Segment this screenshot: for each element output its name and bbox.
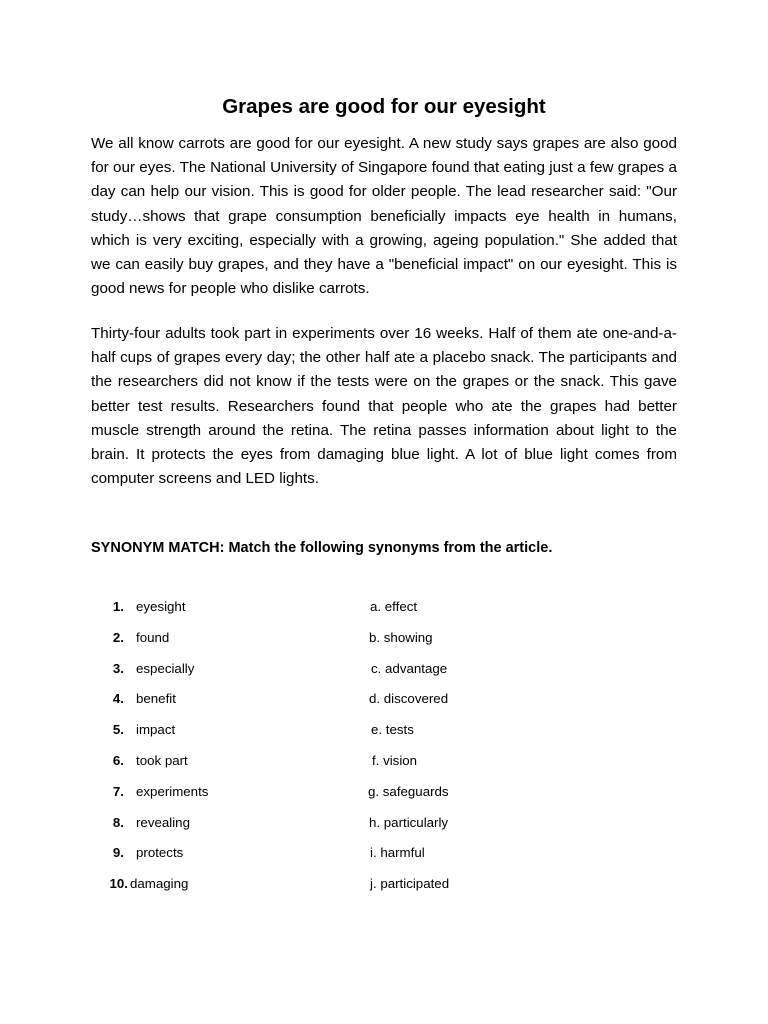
list-item xyxy=(0,874,768,905)
item-word: damaging xyxy=(130,876,189,892)
list-item xyxy=(0,689,768,720)
item-number: 1. xyxy=(112,599,124,614)
item-synonym: i. harmful xyxy=(370,845,425,861)
item-number: 6. xyxy=(112,752,124,768)
item-synonym: g. safeguards xyxy=(368,783,449,799)
item-number: 5. xyxy=(112,722,124,738)
item-synonym: j. participated xyxy=(370,876,450,892)
article-title: Grapes are good for our eyesight xyxy=(222,95,546,118)
article-paragraph-1: We all know carrots are good for our eyesight. A new study says grapes are also good for our eyes. The National University of Singapore found that eating just a few grapes a day can help our vision. This is good for older people. The lead researcher said: "Our study…shows that grape consumption beneficially impacts eye health in humans, which is very exciting, especially with a growing, ageing population." She added that we can easily buy grapes, and they have a "beneficial impact" on our eyesight. This is good news for people who dislike carrots. xyxy=(91,135,677,298)
item-number: 8. xyxy=(112,814,124,830)
item-number: 9. xyxy=(112,845,124,861)
synonym-match-list xyxy=(0,597,768,905)
list-item xyxy=(0,782,768,813)
item-word: eyesight xyxy=(136,599,186,614)
item-synonym: d. discovered xyxy=(369,691,449,707)
list-item xyxy=(0,843,768,874)
list-item xyxy=(0,597,768,628)
item-word: revealing xyxy=(136,814,190,830)
item-number: 7. xyxy=(112,783,124,799)
list-item xyxy=(0,813,768,844)
item-synonym: e. tests xyxy=(371,722,414,738)
list-item xyxy=(0,751,768,782)
exercise-heading: SYNONYM MATCH: Match the following synonyms from the article. xyxy=(91,540,553,556)
item-word: protects xyxy=(136,845,184,861)
item-word: took part xyxy=(136,752,188,768)
item-synonym: h. particularly xyxy=(369,814,449,830)
item-word: experiments xyxy=(136,783,209,799)
item-number: 2. xyxy=(112,629,124,645)
item-synonym: a. effect xyxy=(370,599,418,614)
item-word: impact xyxy=(136,722,176,738)
item-number: 3. xyxy=(112,660,124,676)
item-number: 4. xyxy=(112,691,124,707)
item-synonym: c. advantage xyxy=(371,660,448,676)
list-item xyxy=(0,628,768,659)
list-item xyxy=(0,720,768,751)
item-synonym: b. showing xyxy=(369,629,433,645)
item-synonym: f. vision xyxy=(372,752,418,768)
item-number: 10. xyxy=(109,876,128,892)
item-word: found xyxy=(136,629,170,645)
list-item xyxy=(0,659,768,690)
item-word: benefit xyxy=(136,691,176,707)
article-paragraph-2: Thirty-four adults took part in experiments over 16 weeks. Half of them ate one-and-a-half cups of grapes every day; the other half ate a placebo snack. The participants and the researchers did not know if the tests were on the grapes or the snack. This gave better test results. Researchers found that people who ate the grapes had better muscle strength around the retina. The retina passes information about light to the brain. It protects the eyes from damaging blue light. A lot of blue light comes from computer screens and LED lights. xyxy=(91,325,677,488)
item-word: especially xyxy=(136,660,195,676)
